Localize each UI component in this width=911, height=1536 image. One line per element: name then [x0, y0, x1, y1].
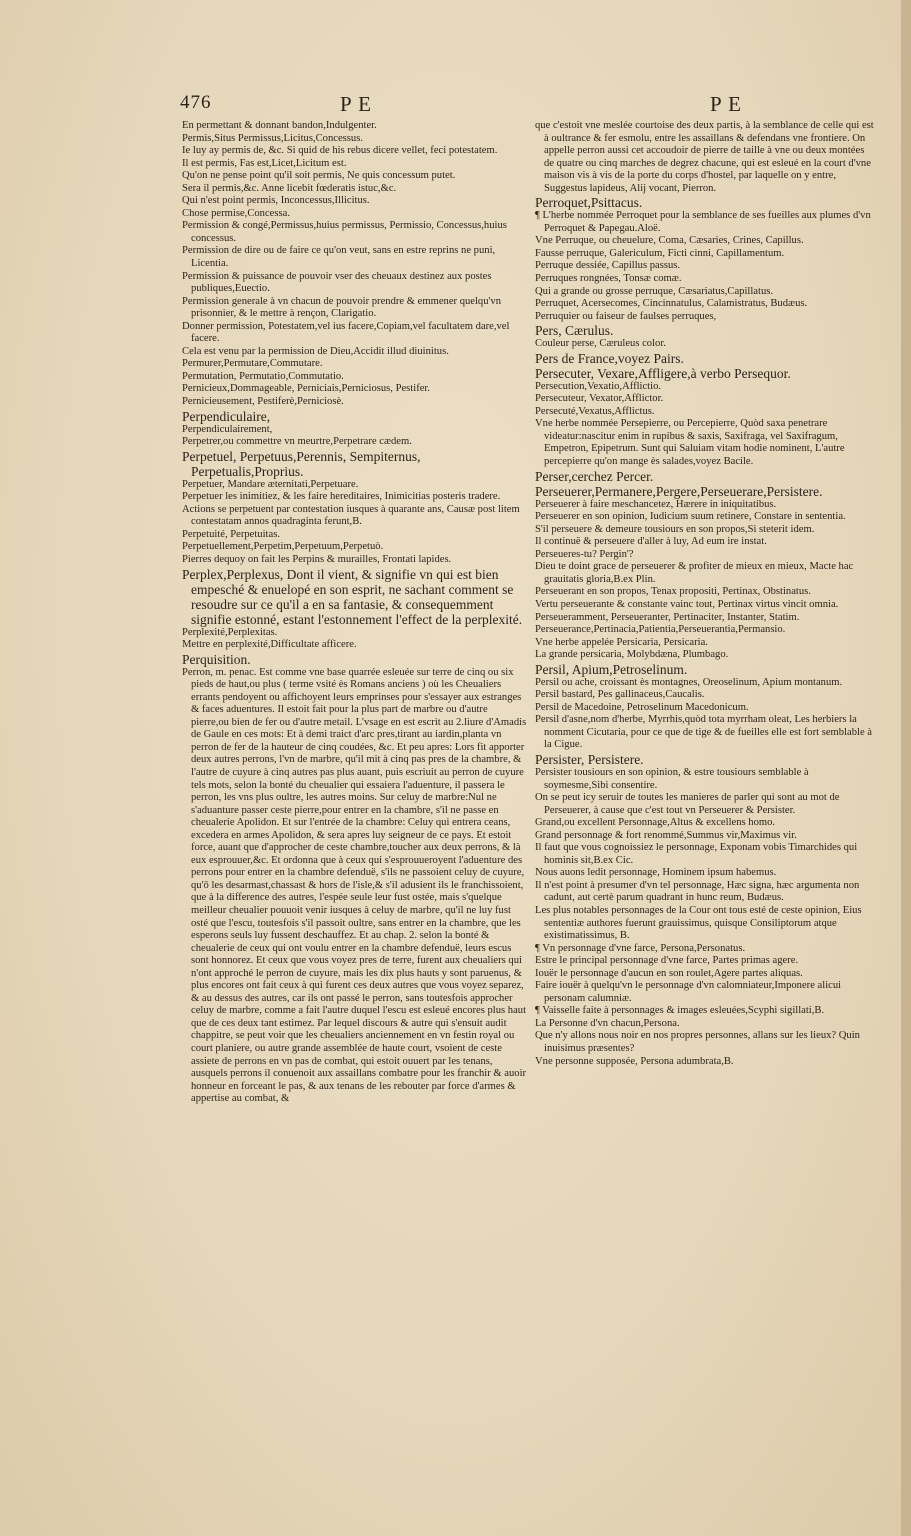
dictionary-entry: Faire iouër à quelqu'vn le personnage d'vn calomniateur,Imponere alicui personam calumniæ.	[535, 980, 842, 1004]
dictionary-entry: Perruques rongnées, Tonsæ comæ.	[535, 273, 682, 285]
dictionary-entry: La Personne d'vn chacun,Persona.	[535, 1017, 680, 1029]
dictionary-entry: Persil de Macedoine, Petroselinum Macedonicum.	[535, 701, 749, 713]
running-title-right: P E	[710, 92, 742, 116]
dictionary-entry: Grand,ou excellent Personnage,Altus & excellens homo.	[535, 817, 776, 829]
dictionary-entry: Perquisition.	[182, 651, 251, 667]
dictionary-entry: Pierres dequoy on fait les Perpins & murailles, Frontati lapides.	[182, 553, 452, 565]
dictionary-entry: Il est permis, Fas est,Licet,Licitum est.	[182, 157, 347, 169]
dictionary-entry: Vne Perruque, ou cheuelure, Coma, Cæsaries, Crines, Capillus.	[535, 235, 804, 247]
dictionary-entry: Dieu te doint grace de perseuerer & profiter de mieux en mieux, Macte hac grauitatis gloria,B.ex Plin.	[535, 561, 854, 585]
dictionary-entry: Estre le principal personnage d'vne farce, Partes primas agere.	[535, 955, 799, 967]
dictionary-entry: On se peut icy seruir de toutes les manieres de parler qui sont au mot de Perseuerer, à cause que c'est tout vn Perseuerer & Persister.	[535, 792, 840, 816]
dictionary-entry: Qu'on ne pense point qu'il soit permis, Ne quis concessum putet.	[182, 170, 456, 182]
dictionary-entry: Permutation, Permutatio,Commutatio.	[182, 370, 344, 382]
dictionary-entry: Il continuë & perseuere d'aller à luy, Ad eum ire instat.	[535, 536, 767, 548]
dictionary-entry: Mettre en perplexité,Difficultate afficere.	[182, 639, 357, 651]
dictionary-entry: Persecuteur, Vexator,Afflictor.	[535, 393, 664, 405]
dictionary-entry: Perpetuellement,Perpetim,Perpetuum,Perpetuò.	[182, 541, 384, 553]
dictionary-entry: Vne personne supposée, Persona adumbrata,B.	[535, 1055, 734, 1067]
dictionary-entry: Persil ou ache, croissant ès montagnes, Oreoselinum, Apium montanum.	[535, 676, 843, 688]
dictionary-entry: Perseuerer à faire meschancetez, Hærere in iniquitatibus.	[535, 498, 777, 510]
dictionary-entry: Perseuerance,Pertinacia,Patientia,Perseuerantia,Permansio.	[535, 624, 786, 636]
dictionary-entry: Pernicieusement, Pestiferè,Perniciosè.	[182, 396, 344, 408]
dictionary-entry: Perpetuel, Perpetuus,Perennis, Sempiternus, Perpetualis,Proprius.	[182, 448, 421, 479]
dictionary-entry: Ie luy ay permis de, &c. Si quid de his rebus dicere vellet, feci potestatem.	[182, 145, 498, 157]
dictionary-entry: ¶ L'herbe nommée Perroquet pour la semblance de ses fueilles aux plumes d'vn Perroquet & Papegau.Aloë.	[535, 210, 871, 234]
dictionary-entry: La grande persicaria, Molybdæna, Plumbago.	[535, 649, 729, 661]
dictionary-entry: Perplex,Perplexus, Dont il vient, & signifie vn qui est bien empesché & enuelopé en son esprit, ne sachant comment se resoudre sur ce qu'il a en sa fantasie, & consequemment signifie estonné, estant l'estonnement l'effect de la perplexité.	[182, 566, 523, 627]
dictionary-entry: Grand personnage & fort renommé,Summus vir,Maximus vir.	[535, 829, 797, 841]
dictionary-entry: S'il perseuere & demeure tousiours en son propos,Si steterit idem.	[535, 523, 815, 535]
dictionary-entry: Sera il permis,&c. Anne licebit fœderatis istuc,&c.	[182, 182, 397, 194]
dictionary-entry: Il faut que vous cognoissiez le personnage, Exponam vobis Timarchides qui hominis sit,B.ex Cic.	[535, 842, 858, 866]
left-column	[182, 120, 527, 1106]
dictionary-entry: Perruquet, Acersecomes, Cincinnatulus, Calamistratus, Budæus.	[535, 298, 808, 310]
dictionary-entry: Persecuté,Vexatus,Afflictus.	[535, 405, 655, 417]
running-header	[180, 92, 870, 120]
dictionary-entry: Perseuerer en son opinion, Iudicium suum retinere, Constare in sententia.	[535, 511, 846, 523]
dictionary-entry: Perpendiculairement,	[182, 423, 273, 435]
dictionary-entry: Persil bastard, Pes gallinaceus,Caucalis.	[535, 689, 705, 701]
dictionary-entry: Persecuter, Vexare,Affligere,à verbo Persequor.	[535, 365, 791, 381]
dictionary-entry: ¶ Vaisselle faite à personnages & images esleuées,Scyphi sigillati,B.	[535, 1005, 825, 1017]
dictionary-entry: Persecution,Vexatio,Afflictio.	[535, 380, 662, 392]
dictionary-entry: Permission & congé,Permissus,huius permissus, Permissio, Concessus,huius concessus.	[182, 220, 507, 244]
dictionary-entry: Actions se perpetuent par contestation iusques à quarante ans, Causæ post litem contestatam annos quadraginta ferunt,B.	[182, 503, 520, 528]
dictionary-entry: Qui a grande ou grosse perruque, Cæsariatus,Capillatus.	[535, 285, 774, 297]
dictionary-entry: ¶ Vn personnage d'vne farce, Persona,Personatus.	[535, 942, 746, 954]
dictionary-entry: Perruquier ou faiseur de faulses perruques,	[535, 310, 717, 322]
page-number: 476	[180, 92, 212, 113]
dictionary-entry: Cela est venu par la permission de Dieu,Accidit illud diuinitus.	[182, 345, 449, 357]
running-title-left: P E	[340, 92, 372, 116]
dictionary-entry: Perroquet,Psittacus.	[535, 195, 643, 211]
dictionary-entry: Les plus notables personnages de la Cour ont tous esté de ceste opinion, Eius sententiæ authores fuerunt grauissimus, quisque Consiliptorum atque existimatissimus, B.	[535, 904, 862, 942]
dictionary-entry: que c'estoit vne meslée courtoise des deux partis, à la semblance de celle qui est à oultrance & fer esmolu, entre les assaillans & defendans vne frontiere. On appelle perron aussi cet accoudoir de pierre de taille à vne ou deux montées de quatre ou cinq marches de degrez chacune, qui est esleué en la court d'vne maison vis à vis de la porte du corps d'hostel, par laquelle on y entre, Suggestus lapideus, Alij vocant, Pierron.	[535, 120, 874, 194]
dictionary-entry: Persister, Persistere.	[535, 751, 644, 767]
dictionary-entry: Pernicieux,Dommageable, Perniciais,Perniciosus, Pestifer.	[182, 383, 431, 395]
dictionary-entry: Pers de France,voyez Pairs.	[535, 350, 684, 366]
dictionary-entry: Que n'y allons nous noir en nos propres personnes, allans sur les lieux? Quin inuisimus præsentes?	[535, 1030, 860, 1054]
dictionary-entry: Chose permise,Concessa.	[182, 207, 290, 219]
dictionary-entry: Perron, m. penac. Est comme vne base quarrée esleuée sur terre de cinq ou six pieds de haut,ou plus ( terme vsité ès Romans anciens ) où les Cheualiers errants pendoyent ou affichoyent leurs emprinses pour s'essayer aux estranges & faces aduentures. Il estoit fait pour la plus part de marbre ou d'autre pierre,ou bien de fer ou d'autre metail. L'vsage en est escrit au 2.liure d'Amadis de Gaule en ces mots: Et à demi traict d'arc pres,tirant au iardin,planta vn perron de fer de la hauteur de cinq coudées, &c. Et peu apres: Lors fit apporter deux autres perrons, l'vn de marbre, qu'il mit à cinq pas pres de la chambre, & l'autre de cuyure à cinq autres pas plus auant, puis escriuit au perron de cuyure tels mots, selon la bonté du cheualier qui essaiera l'aduenture, il passera le perron, les vns plus oultre, les autres moins. Sur celuy de marbre:Nul ne s'aduanture passer ceste pierre,pour entrer en la chambre, s'il ne passe en cheualerie Apolidon. Et sur l'entrée de la chambre: Celuy qui entrera ceans, excedera en armes Apolidon, & sera apres luy seigneur de ce pays. Et estoit force, auant que d'approcher de ceste chambre,toucher aux deux perrons, & là eux esprouuer,&c. Et ordonna que à ceux qui s'esprouueroyent l'aduenture des perrons pour entrer en la chambre defenduë, s'ils ne passoient celuy de cuyure, qu'ō les desarmast,chassast & hors de l'isle,& s'il adusient ils le franchissoient, que à la difference des autres, l'espée seule leur fust ostée, mais s'quelque meilleur cheualier pouuoit venir iusques à celuy de marbre, qu'il ne luy fust osté que l'escu, toutesfois s'il passoit oultre, sans entrer en la chambre, que les esperons seuls luy fussent deschauffez. Et au chap. 2. selon la bonté & cheualerie de ceux qui ont voulu entrer en la chambre defenduë, leurs escus sont honnorez. Et ceux que vous voyez pres de terre, furent aux cheualiers qui n'ont approché le perron de cuyure, mais les dix plus hauts y sont paruenus, & plus encores ont fait ceux à qui furent ces deux autres que vous voyez separez, & au dessus des autres, car ils ont passé le perron, sans toutesfois approcher celuy de marbre, comme a fait l'autre duquel l'escu est esleué encores plus haut que de ces deux tant estimez. Par lequel discours & autre qui s'ensuit audit chappitre, se peut voir que les cheualiers anciennement en vn festin royal ou court planiere, ou autre grande assemblée de haute court, vsoient de ceste assiete de perrons en vn pas de combat, qui estoit ouuert par les tenans, ausquels perrons il conuenoit aux assaillans combatre pour les franchir & auoir honneur en forceant le pas, & aux tenans de les rebouter par force d'armes & appertise au combat, &	[182, 666, 527, 1105]
dictionary-entry: Perseuerant en son propos, Tenax propositi, Pertinax, Obstinatus.	[535, 586, 811, 598]
right-column	[535, 120, 875, 1068]
dictionary-entry: Permission generale à vn chacun de pouvoir prendre & emmener quelqu'vn prisonnier, & le mettre à rençon, Clarigatio.	[182, 295, 502, 320]
dictionary-entry: Permurer,Permutare,Commutare.	[182, 358, 323, 370]
dictionary-entry: Il n'est point à presumer d'vn tel personnage, Hæc signa, hæc argumenta non cadunt, aut certè parum quadrant in hunc reum, Budæus.	[535, 879, 860, 904]
dictionary-entry: Permis,Situs Permissus,Licitus,Concessus.	[182, 132, 363, 144]
dictionary-entry: Permission de dire ou de faire ce qu'on veut, sans en estre reprins ne puni, Licentia.	[182, 245, 496, 270]
dictionary-entry: Perseueramment, Perseueranter, Pertinaciter, Instanter, Statim.	[535, 611, 800, 623]
dictionary-entry: Vertu perseuerante & constante vainc tout, Pertinax virtus vincit omnia.	[535, 598, 839, 610]
dictionary-entry: Pers, Cærulus.	[535, 323, 614, 339]
dictionary-entry: Perpetuer les inimitiez, & les faire hereditaires, Inimicitias posteris tradere.	[182, 491, 501, 503]
dictionary-entry: Persil, Apium,Petroselinum.	[535, 661, 688, 677]
dictionary-entry: Qui n'est point permis, Inconcessus,Illicitus.	[182, 195, 370, 207]
dictionary-entry: Perpetrer,ou commettre vn meurtre,Perpetrare cædem.	[182, 436, 412, 448]
dictionary-entry: En permettant & donnant bandon,Indulgenter.	[182, 120, 377, 131]
dictionary-entry: Persister tousiours en son opinion, & estre tousiours semblable à soymesme,Sibi consentire.	[535, 766, 809, 791]
dictionary-entry: Vne herbe appelée Persicaria, Persicaria.	[535, 636, 708, 648]
dictionary-entry: Couleur perse, Cæruleus color.	[535, 338, 666, 350]
dictionary-entry: Perpendiculaire,	[182, 408, 271, 424]
dictionary-entry: Fausse perruque, Galericulum, Ficti cinni, Capillamentum.	[535, 247, 785, 259]
dictionary-entry: Perplexité,Perplexitas.	[182, 626, 278, 638]
dictionary-entry: Iouër le personnage d'aucun en son roulet,Agere partes aliquas.	[535, 967, 803, 979]
dictionary-entry: Donner permission, Potestatem,vel ius facere,Copiam,vel facultatem dare,vel facere.	[182, 320, 510, 345]
dictionary-entry: Persil d'asne,nom d'herbe, Myrrhis,quòd tota myrrham oleat, Les herbiers la nomment Cicutaria, pour ce que de tige & de fueilles elle est fort semblable à la Cigue.	[535, 714, 872, 751]
dictionary-entry: Vne herbe nommée Persepierre, ou Percepierre, Quòd saxa penetrare videatur:nascitur enim in rupibus & saxis, Saxifraga, vel Saxifragum, Empetron, Epipetrum. Sunt qui Saluiam vitam hodie nominent, L'autre percepierre qu'on mange ès salades,voyez Bacile.	[535, 418, 845, 468]
dictionary-entry: Perpetuer, Mandare æternitati,Perpetuare.	[182, 478, 359, 490]
dictionary-entry: Perser,cerchez Percer.	[535, 468, 654, 484]
dictionary-entry: Perpetuité, Perpetuitas.	[182, 528, 280, 540]
dictionary-entry: Permission & puissance de pouvoir vser des cheuaux destinez aux postes publiques,Euectio.	[182, 270, 492, 295]
dictionary-entry: Perruque dessiée, Capillus passus.	[535, 260, 681, 272]
dictionary-entry: Perseueres-tu? Pergin'?	[535, 548, 634, 560]
dictionary-entry: Nous auons ledit personnage, Hominem ipsum habemus.	[535, 867, 777, 879]
dictionary-entry: Perseuerer,Permanere,Pergere,Perseuerare,Persistere.	[535, 483, 823, 499]
